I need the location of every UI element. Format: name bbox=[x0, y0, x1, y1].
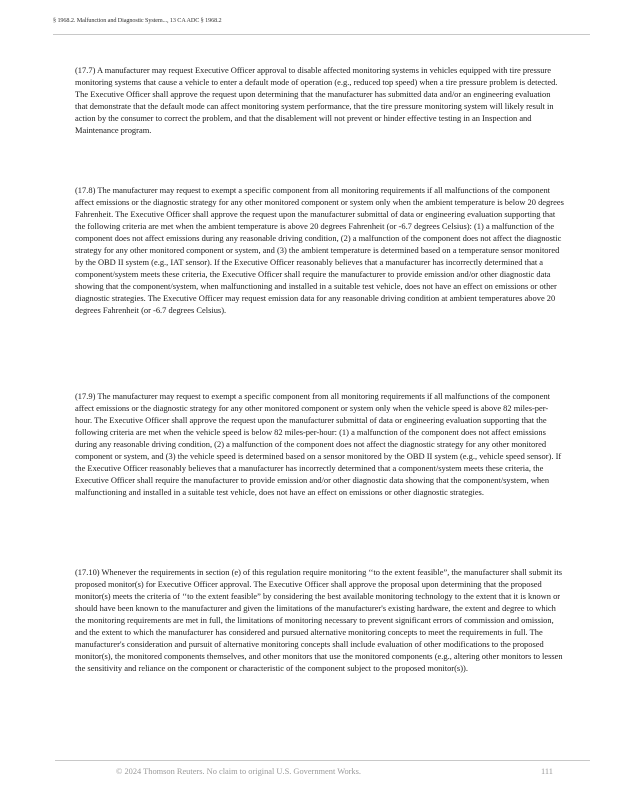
copyright-notice: © 2024 Thomson Reuters. No claim to original U.S. Government Works. bbox=[116, 767, 361, 776]
paragraph-17-7 bbox=[75, 64, 565, 136]
running-head: § 1968.2. Malfunction and Diagnostic System..., 13 CA ADC § 1968.2 bbox=[53, 17, 222, 24]
paragraph-text: (17.10) Whenever the requirements in section (e) of this regulation require monitoring ‘‘to the extent feasible”, the manufacturer shall submit its proposed monitor(s) for Executive Officer approval. The Executive Officer shall approve the proposal upon determining that the proposed monitor(s) meets the criteria of ‘‘to the extent feasible” by considering the best available monitoring technology to the extent that it is known or should have been known to the manufacturer and given the limitations of the manufacturer's existing hardware, the extent and degree to which the monitoring requirements are met in full, the limitations of monitoring necessary to prevent significant errors of commission and omission, and the extent to which the manufacturer has considered and pursued alternative monitoring concepts to meet the requirements in full. The manufacturer's consideration and pursuit of alternative monitoring concepts shall include evaluation of other modifications to the proposed monitor(s), the monitored components themselves, and other monitors that use the monitored components (e.g., altering other monitors to lessen the sensitivity and reliance on the component or characteristic of the component subject to the proposed monitor(s)). bbox=[75, 567, 563, 674]
paragraph-text: (17.7) A manufacturer may request Executive Officer approval to disable affected monitoring systems in vehicles equipped with tire pressure monitoring systems that cause a vehicle to enter a default mode of operation (e.g., reduced top speed) when a tire pressure problem is detected. The Executive Officer shall approve the request upon determining that the manufacturer has submitted data and/or an engineering evaluation that demonstrate that the default mode can affect monitoring system performance, that the tire pressure monitoring system will likely result in action by the consumer to correct the problem, and that the disablement will not prevent or hinder effective testing in an Inspection and Maintenance program. bbox=[75, 65, 558, 136]
footer-divider bbox=[55, 760, 590, 761]
paragraph-17-10 bbox=[75, 566, 565, 674]
paragraph-text: (17.8) The manufacturer may request to exempt a specific component from all monitoring requirements if all malfunctions of the component affect emissions or the diagnostic strategy for any other monitored component or system only when the ambient temperature is below 20 degrees Fahrenheit. The Executive Officer shall approve the request upon the manufacturer submittal of data or engineering evaluation supporting that the following criteria are met when the ambient temperature is above 20 degrees Fahrenheit (or -6.7 degrees Celsius): (1) a malfunction of the component does not affect emissions during any reasonable driving condition, (2) a malfunction of the component does not affect the diagnostic strategy for any other monitored component or system, and (3) the ambient temperature is determined based on a temperature sensor monitored by the OBD II system (e.g., IAT sensor). If the Executive Officer reasonably believes that a manufacturer has incorrectly determined that a component/system meets these criteria, the Executive Officer shall require the manufacturer to provide emission and/or other diagnostic data showing that the component/system, when malfunctioning and installed in a suitable test vehicle, does not have an effect on emissions or other diagnostic strategies. The Executive Officer may request emission data for any reasonable driving condition at ambient temperatures above 20 degrees Fahrenheit (or -6.7 degrees Celsius). bbox=[75, 185, 564, 316]
paragraph-17-9 bbox=[75, 390, 565, 498]
page-number: 111 bbox=[541, 767, 553, 776]
paragraph-17-8 bbox=[75, 184, 565, 317]
header-divider bbox=[53, 34, 590, 35]
paragraph-text: (17.9) The manufacturer may request to exempt a specific component from all monitoring requirements if all malfunctions of the component affect emissions or the diagnostic strategy for any other monitored component or system only when the vehicle speed is above 82 miles-per-hour. The Executive Officer shall approve the request upon the manufacturer submittal of data or engineering evaluation supporting that the following criteria are met when the vehicle speed is below 82 miles-per-hour: (1) a malfunction of the component does not affect emissions during any reasonable driving condition, (2) a malfunction of the component does not affect the diagnostic strategy for any other monitored component or system, and (3) the vehicle speed is determined based on a sensor monitored by the OBD II system (e.g., vehicle speed sensor). If the Executive Officer reasonably believes that a manufacturer has incorrectly determined that a component/system meets these criteria, the Executive Officer shall require the manufacturer to provide emission and/or other diagnostic data showing that the component/system, when malfunctioning and installed in a suitable test vehicle, does not have an effect on emissions or other diagnostic strategies. bbox=[75, 391, 562, 498]
